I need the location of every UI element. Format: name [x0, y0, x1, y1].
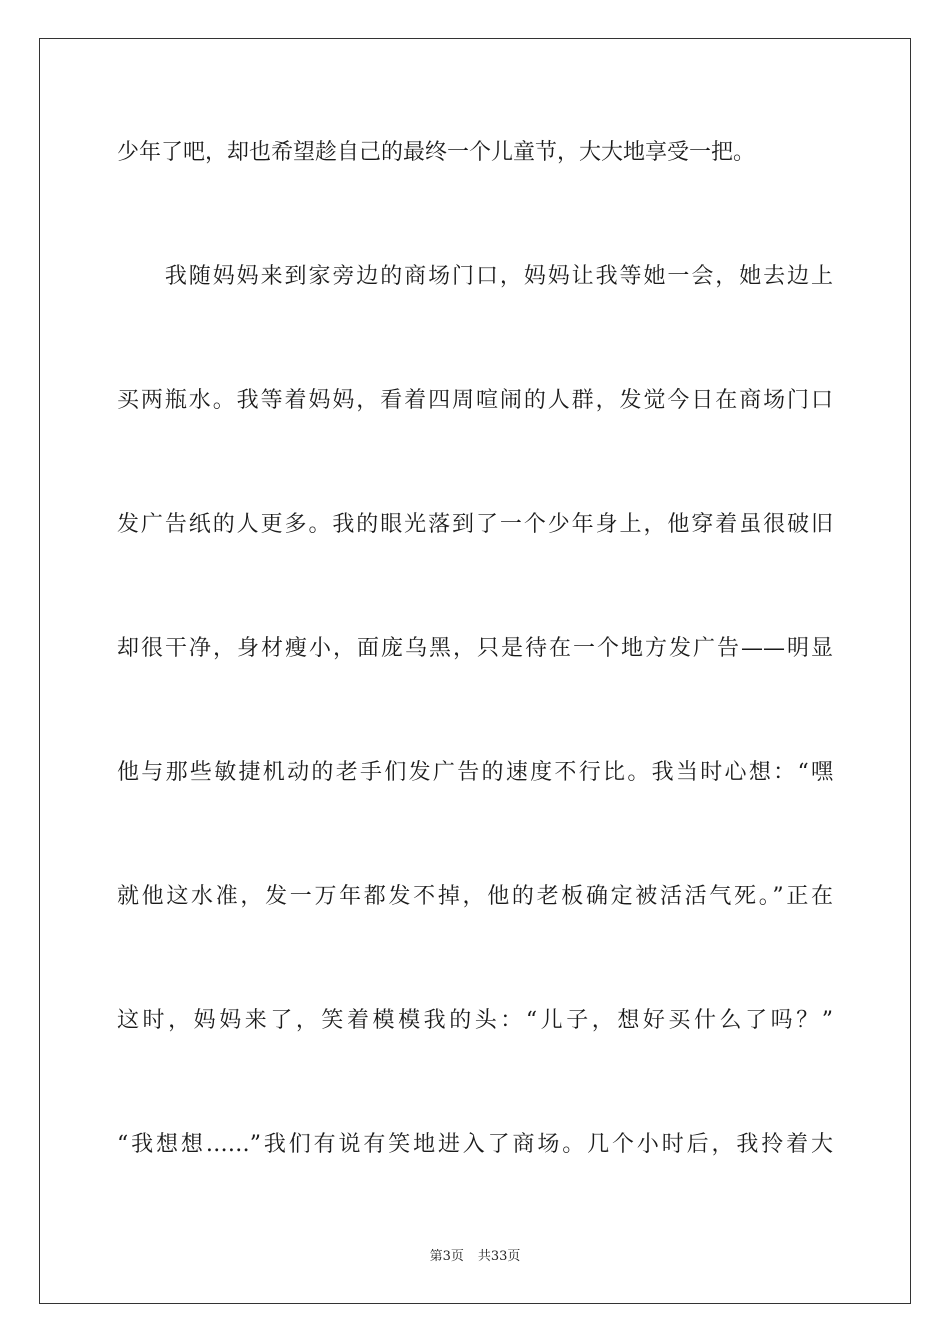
text-line: 发广告纸的人更多。我的眼光落到了一个少年身上，他穿着虽很破旧: [117, 512, 833, 537]
text-line: 少年了吧，却也希望趁自己的最终一个儿童节，大大地享受一把。: [117, 140, 756, 165]
page-border: [39, 38, 911, 1304]
page-footer: [0, 1248, 950, 1266]
page-total: 共33页: [477, 1249, 521, 1264]
text-line: “我想想……”我们有说有笑地进入了商场。几个小时后，我拎着大: [117, 1132, 833, 1157]
text-line: 他与那些敏捷机动的老手们发广告的速度不行比。我当时心想：“嘿: [117, 760, 833, 785]
text-line: 就他这水准，发一万年都发不掉，他的老板确定被活活气死。”正在: [117, 884, 833, 909]
text-line: 却很干净，身材瘦小，面庞乌黑，只是待在一个地方发广告——明显: [117, 636, 833, 661]
text-line: 我随妈妈来到家旁边的商场门口，妈妈让我等她一会，她去边上: [117, 264, 833, 289]
page-number: 第3页: [429, 1249, 464, 1264]
text-line: 这时，妈妈来了，笑着模模我的头：“儿子，想好买什么了吗？”: [117, 1008, 833, 1033]
text-line: 买两瓶水。我等着妈妈，看着四周喧闹的人群，发觉今日在商场门口: [117, 388, 833, 413]
